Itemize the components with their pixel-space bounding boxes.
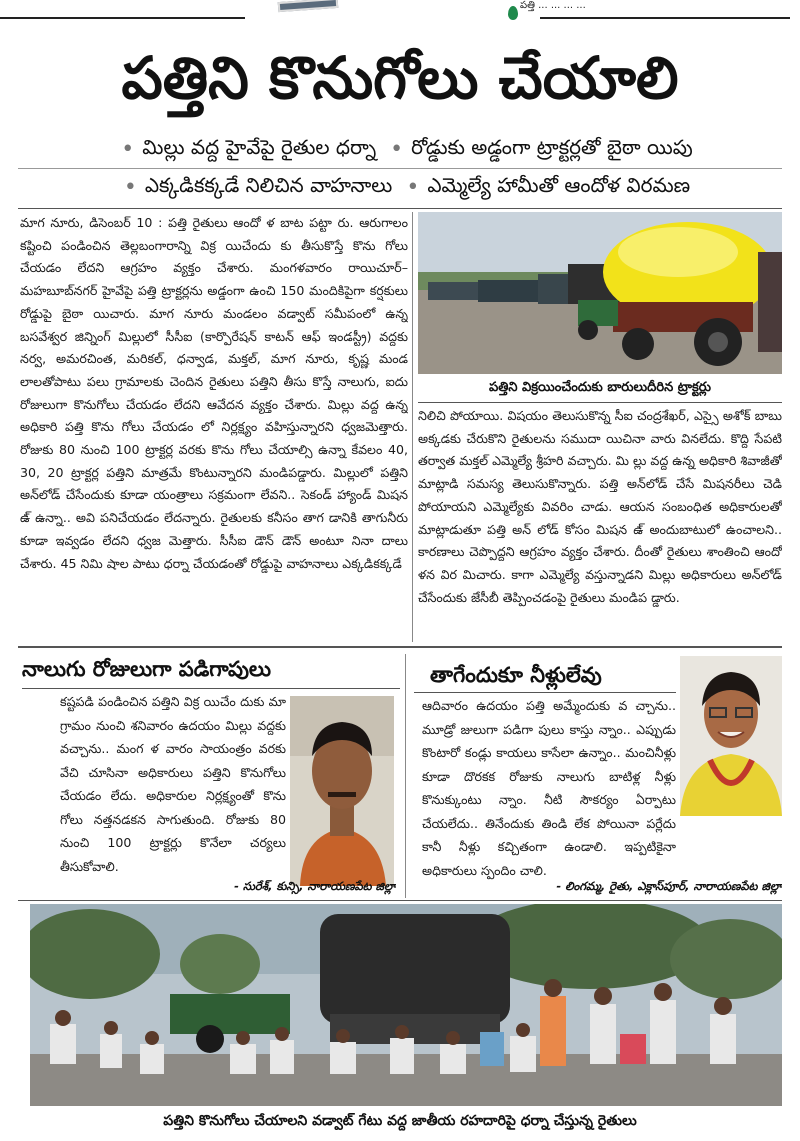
main-story-column-2: నిలిచి పోయాయి. విషయం తెలుసుకొన్న సీఐ చంద్రశేఖర్, ఎస్సై అశోక్ బాబు అక్కడకు చేరుకొని రైతులను సముదా యిచినా వారు వినలేదు. కొద్ది సేపటి తర్వాత మక్తల్ ఎమ్మెల్యే శ్రీహరి వచ్చారు. మి ల్లు వద్ద ఉన్న అధికారి శివాజీతో మాట్లాడి సమస్య తెలుసుకొన్నారు. పత్తి అన్‌లోడ్ చేసే మిషనరీలు చెడి పోయాయని ఎమ్మెల్యేకు వివరిం చాడు. ఆయన సంబంధిత అధికారులతో మాట్లాడుతూ పత్తి అన్ లోడ్ కోసం మిషన ఉ్ అందుబాటులో ఉంచాలని.. కారణాలు చెప్పొద్దని ఆగ్రహం వ్యక్తం చేశారు. దీంతో రైతులు శాంతించి ఆందో ళన విర మిచారు. కాగా ఎమ్మెల్యే వస్తున్నాడని మిల్లు అధికారులు అన్‌లోడ్ చేసేందుకు జేసీబీ తెప్పించడంపై రైతులు మండిప డ్డారు. xyxy=(418,408,782,605)
dharna-photo xyxy=(30,904,782,1106)
box-left-text: కష్టపడి పండించిన పత్తిని విక్ర యిచేం దుకు మా గ్రామం నుంచి శనివారం ఉదయం మిల్లు వద్దకు వచ్చాను.. మంగ ళ వారం సాయంత్రం వరకు వేచి చూసినా అధికారులు పత్తిని కొనుగోలు చేయడం లేదు. అధికారుల నిర్లక్ష్యంతో కొను గోలు నత్తనడకన సాగుతుంది. రోజుకు 80 నుంచి 100 ట్రాక్టర్లు కొనేలా చర్యలు తీసుకోవాలి. xyxy=(60,694,286,874)
headline: పత్తిని కొనుగోలు చేయాలి xyxy=(121,44,679,112)
main-story-column-1: మాగ నూరు, డిసెంబర్ 10 : పత్తి రైతులు ఆందో ళ బాట పట్టా రు. ఆరుగాలం కష్టించి పండించిన తెల్లబంగారాన్ని విక్ర యిచేందు కు తీసుకొస్తే కొను గోలు చేయడం లేదని ఆగ్రహం వ్యక్తం చేశారు. మంగళవారం రాయిచూర్–మహబూబ్‌నగర్ హైవేపై పత్తి ట్రాక్టర్లను అడ్డంగా ఉంచి 150 మందికిపైగా కర్షకులు రోడ్డుపై బైఠా యిచారు. మాగ నూరు మండలం వడ్వాట్ సమీపంలో ఉన్న బసవేశ్వర జిన్నింగ్ మిల్లులో సీసీఐ (కార్పొరేషన్ కాటన్ ఆఫ్ ఇండస్ట్రీ) వద్దకు నర్వ, అమరచింత, మరికల్, ధన్వాడ, మక్తల్, మాగ నూరు, కృష్ణ మండ లాలతోపాటు పలు గ్రామాలకు చెందిన రైతులు పత్తిని తీసు కొస్తే నాలుగు, ఐదు రోజులుగా కొనుగోలు చేయడం లేదని ఆవేదన వ్యక్తం చేశారు. మిల్లు వద్ద ఉన్న అధికారి పత్తి కొను గోలు చేయడం లో నిర్లక్ష్యం వహిస్తున్నారని ధ్వజమెత్తారు. రోజుకు 80 నుంచి 100 ట్రాక్టర్ల వరకు కొను గోలు చేయాల్సి ఉన్నా కేవలం 40, 30, 20 ట్రాక్టర్ల పత్తిని మాత్రమే కొంటున్నారని మండిపడ్డారు. మిల్లులో పత్తిని అన్‌లోడ్ చేసేందుకు కూడా యంత్రాలు సక్రమంగా లేవని.. సెకండ్ హ్యాండ్ మిషన ఉ్ ఉన్నా.. అవి పనిచేయడం లేదన్నారు. రైతులకు కనీసం తాగ డానికి తాగునీరు కూడా ఇవ్వడం లేదని ధ్వజ మెత్తారు. సీసీఐ డౌన్ డౌన్ అంటూ నినా దాలు చేశారు. 45 నిమి షాల పాటు ధర్నా చేయడంతో రోడ్డుపై వాహనాలు ఎక్కడికక్కడే xyxy=(20,215,408,571)
farmer-portrait xyxy=(290,696,394,886)
tractors-illustration xyxy=(418,212,782,374)
woman-farmer-photo xyxy=(680,656,782,816)
top-strip xyxy=(0,0,800,30)
subhead-2: రోడ్డుకు అడ్డంగా ట్రాక్టర్లతో బైఠా యిపు xyxy=(411,134,693,159)
column-divider xyxy=(412,212,413,642)
subhead-row-2 xyxy=(18,168,782,206)
box-left-attribution: - సురేశ్, కున్సి, నారాయణపేట జిల్లా xyxy=(234,879,396,893)
subhead-3: ఎక్కడికక్కడే నిలిచిన వాహనాలు xyxy=(144,173,393,197)
box-divider xyxy=(405,654,406,898)
top-rule-left xyxy=(0,17,245,19)
top-rule-right xyxy=(540,17,790,19)
bullet-icon: • xyxy=(121,136,135,162)
photo-1-caption: పత్తిని విక్రయించేందుకు బారులుదీరిన ట్రాక్టర్లు xyxy=(488,380,712,395)
caption-divider xyxy=(418,402,782,403)
top-snippet: పత్తి ... ... ... ... xyxy=(520,0,586,11)
subhead-4: ఎమ్మెల్యే హామీతో ఆందోళ విరమణ xyxy=(427,173,691,197)
farmer-portrait-photo xyxy=(290,696,394,886)
top-thumbnail xyxy=(278,0,339,12)
bullet-icon: • xyxy=(406,175,420,200)
subhead-1: మిల్లు వద్ద హైవేపై రైతుల ధర్నా xyxy=(142,134,377,159)
bullet-icon: • xyxy=(123,175,137,200)
subhead-divider xyxy=(18,208,782,209)
subheads xyxy=(18,128,782,208)
woman-farmer-portrait xyxy=(680,656,782,816)
box-right-title: తాగేందుకూ నీళ్లులేవు xyxy=(430,663,602,687)
box-right-rule xyxy=(414,692,676,693)
subhead-row-1 xyxy=(18,130,782,168)
section-divider xyxy=(18,646,782,648)
bottom-photo-caption: పత్తిని కొనుగోలు చేయాలని వడ్వాట్ గేటు వద్ద జాతీయ రహదారిపై ధర్నా చేస్తున్న రైతులు xyxy=(163,1113,637,1129)
dharna-illustration xyxy=(30,904,782,1106)
leaf-icon xyxy=(508,6,518,20)
bullet-icon: • xyxy=(390,136,404,162)
box-right-attribution: - లింగమ్మ, రైతు, ఎక్లాస్‌పూర్, నారాయణపేట జిల్లా xyxy=(556,879,782,893)
box-right-text: ఆదివారం ఉదయం పత్తి అమ్మేందుకు వ చ్చాను.. మూడ్రో జులుగా పడిగా పులు కాస్తు న్నాం.. ఎప్పుడు కొంటారో కండ్లు కాయలు కాసేలా ఉన్నాం.. మంచినీళ్లు కూడా దొరకక రోజుకు నాలుగు బాటిళ్ల నీళ్లు కొనుక్కుంటు న్నాం. నీటి సౌకర్యం ఏర్పాటు చేయలేదు.. తినేందుకు తిండి లేక పోయినా పర్లేదు కానీ నీళ్లు కచ్చితంగా ఉండాలి. ఇప్పటికైనా అధికారులు స్పందిం చాలి. xyxy=(422,698,676,878)
tractors-photo xyxy=(418,212,782,374)
box-left-rule xyxy=(22,688,400,689)
box-left-title: నాలుగు రోజులుగా పడిగాపులు xyxy=(22,657,272,681)
bottom-section-divider xyxy=(18,900,782,901)
